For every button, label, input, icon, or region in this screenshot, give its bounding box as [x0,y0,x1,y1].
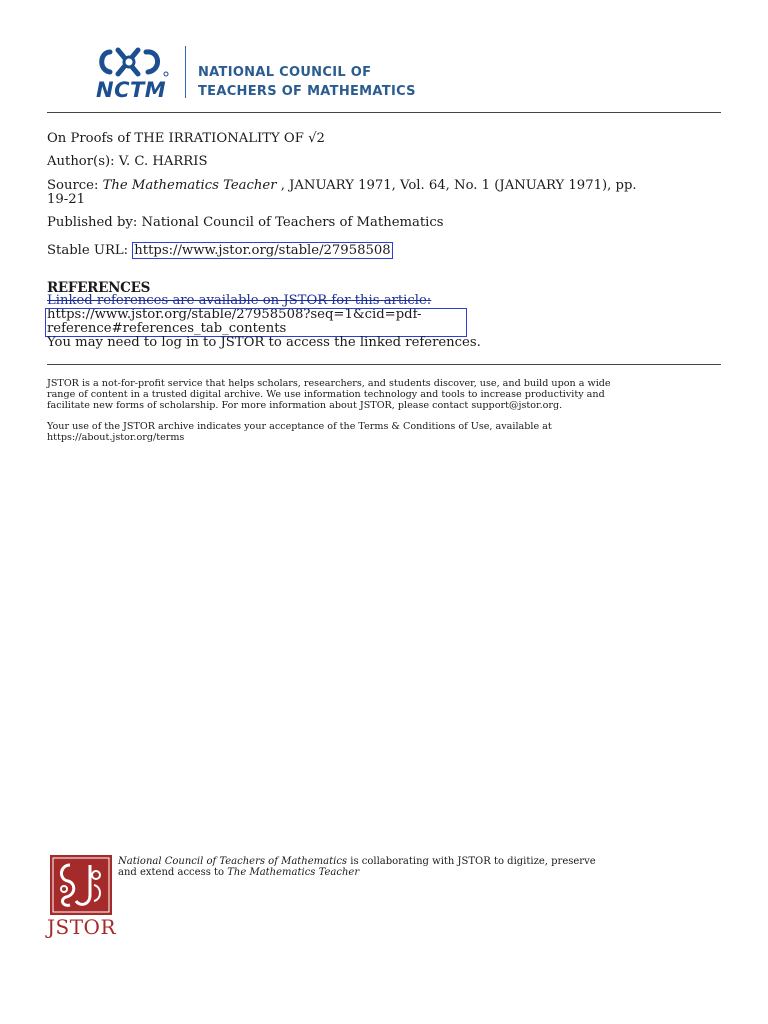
references-divider [47,364,721,365]
logo-wordmark: NCTM [96,78,167,102]
org-name-line2: TEACHERS OF MATHEMATICS [198,84,416,99]
jstor-wordmark: JSTOR [47,915,117,939]
article-title: On Proofs of THE IRRATIONALITY OF √2 [47,131,325,146]
org-name-line1: NATIONAL COUNCIL OF [198,65,372,80]
about-line: facilitate new forms of scholarship. For more information about JSTOR, please contact support@jstor.org. [47,400,563,411]
about-line: JSTOR is a not-for-profit service that helps scholars, researchers, and students discover, use, and build upon a wide [47,378,611,389]
references-intro: Linked references are available on JSTOR for this article: [47,293,432,308]
source-journal: The Mathematics Teacher [102,178,277,193]
references-login-note: You may need to log in to JSTOR to access the linked references. [47,335,481,350]
header-divider [47,112,721,113]
article-source: Source: The Mathematics Teacher , JANUARY 1971, Vol. 64, No. 1 (JANUARY 1971), pp. [47,178,637,193]
logo-divider [185,46,186,98]
article-pages: 19-21 [47,192,86,207]
sqrt-two: √2 [308,131,325,146]
stable-url-link[interactable]: https://www.jstor.org/stable/27958508 [134,243,391,258]
article-publisher: Published by: National Council of Teachers of Mathematics [47,215,444,230]
footer-line2: and extend access to The Mathematics Teacher [118,867,360,878]
terms-line: Your use of the JSTOR archive indicates your acceptance of the Terms & Conditions of Use, available at [47,421,552,432]
references-heading: REFERENCES [47,280,151,296]
references-link-line1[interactable]: https://www.jstor.org/stable/27958508?seq=1&cid=pdf- [47,307,422,322]
terms-link[interactable]: https://about.jstor.org/terms [47,432,185,443]
footer-journal: The Mathematics Teacher [227,867,360,878]
footer-org: National Council of Teachers of Mathematics [118,856,348,867]
article-authors: Author(s): V. C. HARRIS [47,154,208,169]
stable-url-row: Stable URL: https://www.jstor.org/stable/27958508 [47,243,391,258]
footer-line1: National Council of Teachers of Mathematics is collaborating with JSTOR to digitize, preserve [118,856,596,867]
about-line: range of content in a trusted digital archive. We use information technology and tools to increase productivity and [47,389,605,400]
jstor-logo-icon [50,855,112,915]
references-link-line2[interactable]: reference#references_tab_contents [47,321,287,336]
